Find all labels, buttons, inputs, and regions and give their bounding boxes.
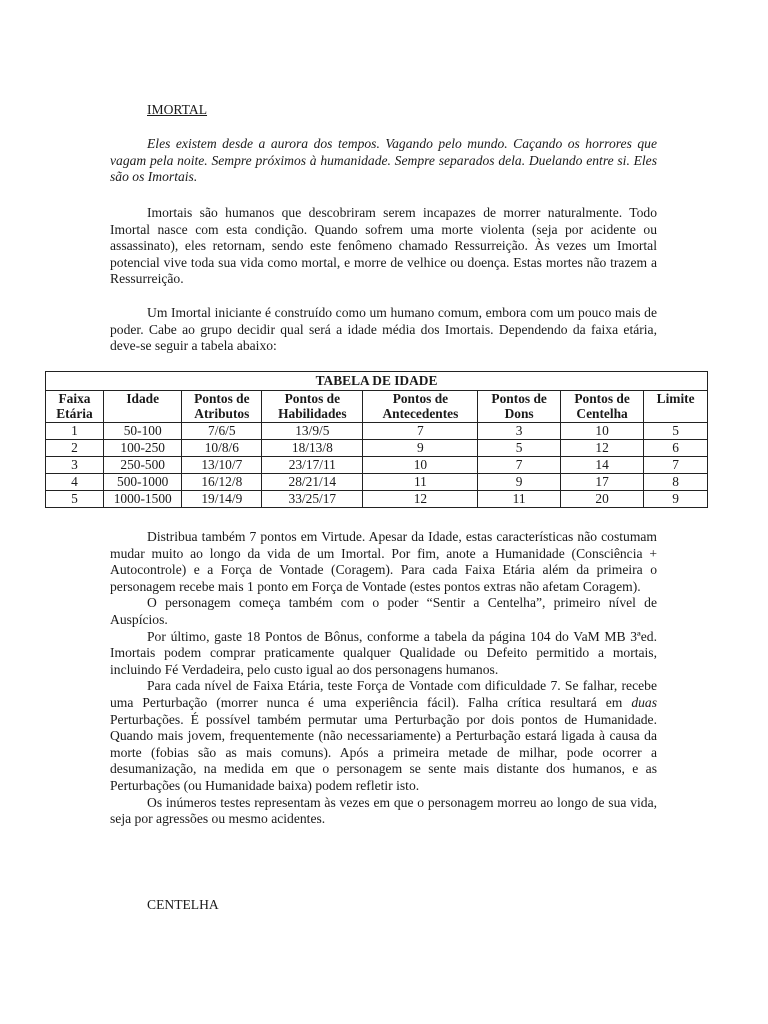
cell: 500-1000: [103, 473, 181, 490]
paragraph-centelha-poder: O personagem começa também com o poder “Sentir a Centelha”, primeiro nível de Auspícios.: [110, 595, 657, 627]
paragraph-ressurreicao: Imortais são humanos que descobriram serem incapazes de morrer naturalmente. Todo Imortal nasce com esta condição. Quando sofrem uma morte violenta (seja por acidente ou assassinato), eles retornam, sendo este fenômeno chamado Ressurreição. Às vezes um Imortal potencial vive toda sua vida como mortal, e morre de velhice ou doença. Estas mortes não trazem a Ressurreição.: [110, 205, 657, 287]
cell: 12: [363, 490, 478, 507]
age-table: [45, 371, 708, 508]
cell: 2: [46, 439, 104, 456]
header-habilidades: Pontos de Habilidades: [262, 391, 363, 423]
emphasis-duas: duas: [631, 694, 657, 710]
table-row: [46, 490, 708, 507]
cell: 7: [644, 456, 708, 473]
section-title-centelha: CENTELHA: [147, 897, 219, 912]
cell: 7: [363, 422, 478, 439]
cell: 8: [644, 473, 708, 490]
cell: 6: [644, 439, 708, 456]
cell: 9: [644, 490, 708, 507]
body-block-3: [110, 529, 657, 828]
cell: 18/13/8: [262, 439, 363, 456]
table-row: [46, 473, 708, 490]
cell: 9: [478, 473, 561, 490]
cell: 5: [644, 422, 708, 439]
paragraph-iniciante: Um Imortal iniciante é construído como um humano comum, embora com um pouco mais de poder. Cabe ao grupo decidir qual será a idade média dos Imortais. Dependendo da faixa etária, deve-se seguir a tabela abaixo:: [110, 305, 657, 354]
cell: 4: [46, 473, 104, 490]
cell: 11: [478, 490, 561, 507]
body-block-1: [110, 205, 657, 288]
cell: 5: [46, 490, 104, 507]
paragraph-perturbacao: Para cada nível de Faixa Etária, teste Força de Vontade com dificuldade 7. Se falhar, recebe uma Perturbação (morrer nunca é uma experiência fácil). Falha crítica resultará em duas Perturbações. É possível também permutar uma Perturbação por dois pontos de Humanidade. Quando mais jovem, frequentemente (não necessariamente) a Perturbação estará ligada à causa da morte (fobias são as mais comuns). Após a primeira metade de milhar, pode ocorrer a desumanização, na medida em que o personagem se sente mais distante dos humanos, e as Perturbações (ou Humanidade baixa) podem refletir isto.: [110, 678, 657, 793]
cell: 17: [560, 473, 643, 490]
header-faixa: Faixa Etária: [46, 391, 104, 423]
body-block-2: [110, 305, 657, 355]
paragraph-testes: Os inúmeros testes representam às vezes em que o personagem morreu ao longo de sua vida, seja por agressões ou mesmo acidentes.: [110, 794, 657, 827]
cell: 250-500: [103, 456, 181, 473]
cell: 3: [478, 422, 561, 439]
header-atributos: Pontos de Atributos: [182, 391, 262, 423]
cell: 14: [560, 456, 643, 473]
table-row: [46, 456, 708, 473]
table-header-row: [46, 391, 708, 423]
cell: 20: [560, 490, 643, 507]
cell: 23/17/11: [262, 456, 363, 473]
cell: 13/10/7: [182, 456, 262, 473]
cell: 28/21/14: [262, 473, 363, 490]
intro-paragraph: Eles existem desde a aurora dos tempos. Vagando pelo mundo. Caçando os horrores que vagam pela noite. Sempre próximos à humanidade. Sempre separados dela. Duelando entre si. Eles são os Imortais.: [110, 136, 657, 185]
cell: 19/14/9: [182, 490, 262, 507]
header-antecedentes: Pontos de Antecedentes: [363, 391, 478, 423]
cell: 1000-1500: [103, 490, 181, 507]
header-idade: Idade: [103, 391, 181, 423]
cell: 10/8/6: [182, 439, 262, 456]
table-row: [46, 439, 708, 456]
section-title: IMORTAL: [147, 102, 208, 117]
header-limite: Limite: [644, 391, 708, 423]
cell: 50-100: [103, 422, 181, 439]
paragraph-virtude: Distribua também 7 pontos em Virtude. Apesar da Idade, estas características não costumam mudar muito ao longo da vida de um Imortal. Por fim, anote a Humanidade (Consciência + Autocontrole) e a Força de Vontade (Coragem). Para cada Faixa Etária além da primeira o personagem recebe mais 1 ponto em Força de Vontade (estes pontos extras não afetam Coragem).: [110, 529, 657, 594]
header-dons: Pontos de Dons: [478, 391, 561, 423]
cell: 10: [560, 422, 643, 439]
cell: 1: [46, 422, 104, 439]
cell: 16/12/8: [182, 473, 262, 490]
cell: 3: [46, 456, 104, 473]
cell: 100-250: [103, 439, 181, 456]
cell: 5: [478, 439, 561, 456]
cell: 33/25/17: [262, 490, 363, 507]
header-centelha: Pontos de Centelha: [560, 391, 643, 423]
cell: 12: [560, 439, 643, 456]
cell: 7: [478, 456, 561, 473]
cell: 7/6/5: [182, 422, 262, 439]
cell: 13/9/5: [262, 422, 363, 439]
cell: 10: [363, 456, 478, 473]
paragraph-bonus: Por último, gaste 18 Pontos de Bônus, conforme a tabela da página 104 do VaM MB 3ªed. Imortais podem comprar praticamente qualquer Qualidade ou Defeito permitido a mortais, incluindo Fé Verdadeira, pelo custo igual ao dos personagens humanos.: [110, 628, 657, 677]
intro-block: [110, 136, 657, 186]
table-caption: TABELA DE IDADE: [46, 372, 708, 391]
cell: 9: [363, 439, 478, 456]
table-row: [46, 422, 708, 439]
cell: 11: [363, 473, 478, 490]
